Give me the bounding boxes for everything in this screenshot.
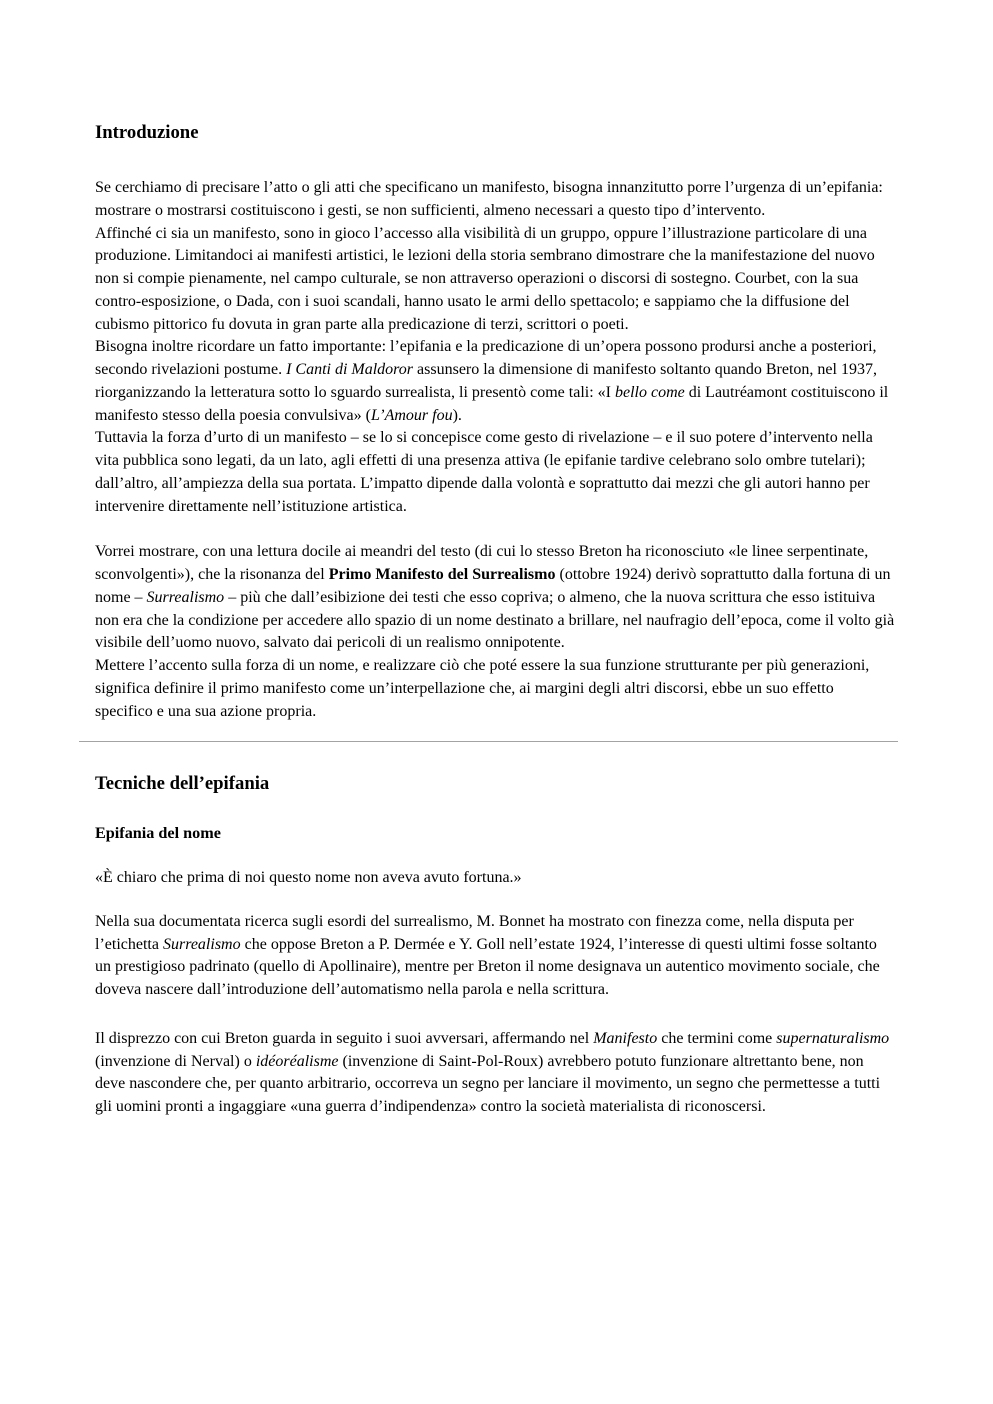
intro-paragraph-5: Vorrei mostrare, con una lettura docile ai meandri del testo (di cui lo stesso Breton ha riconosciuto «le linee serpentinate, sconvolgenti»), che la risonanza del Primo Manifesto del Surrealismo (ottobre 1924) derivò soprattutto dalla fortuna di un nome – Surrealismo – più che dall’esibizione dei testi che esso copriva; o almeno, che la nuova scrittura che esso istituiva non era che la condizione per accedere allo spazio di un nome destinato a brillare, nel naufragio dell’epoca, come il volto già visibile dell’uomo nuovo, salvato dai pericoli di un realismo onnipotente. (95, 543, 895, 652)
tecniche-paragraph-1: Nella sua documentata ricerca sugli esordi del surrealismo, M. Bonnet ha mostrato con finezza come, nella disputa per l’etichetta Surrealismo che oppose Breton a P. Dermée e Y. Goll nell’estate 1924, l’interesse di questi ultimi fosse soltanto un prestigioso padrinato (quello di Apollinaire), mentre per Breton il nome designava un autentico movimento sociale, che doveva nascere dall’introduzione dell’automatismo nella parola e nella scrittura. (95, 912, 880, 998)
epigraph-quote: «È chiaro che prima di noi questo nome non aveva avuto fortuna.» (95, 869, 522, 886)
epifania-del-nome-subheading: Epifania del nome (95, 824, 221, 843)
tecniche-paragraph-2: Il disprezzo con cui Breton guarda in seguito i suoi avversari, affermando nel Manifesto che termini come supernaturalismo (invenzione di Nerval) o idéoréalisme (invenzione di Saint-Pol-Roux) avrebbero potuto funzionare altrettanto bene, non deve nascondere che, per quanto arbitrario, occorreva un segno per lanciare il movimento, un segno che permettesse a tutti gli uomini pronti a ingaggiare «una guerra d’indipendenza» contro la società materialista di riconoscersi. (95, 1029, 890, 1115)
intro-paragraph-2: Affinché ci sia un manifesto, sono in gioco l’accesso alla visibilità di un gruppo, oppure l’illustrazione particolare di una produzione. Limitandoci ai manifesti artistici, le lezioni della storia sembrano dimostrare che la manifestazione del nuovo non si compie pienamente, nel campo culturale, se non attraverso operazioni o discorsi di sostegno. Courbet, con la sua contro-esposizione, o Dada, con i suoi scandali, hanno usato le armi dello spettacolo; e sappiamo che la diffusione del cubismo pittorico fu dovuta in gran parte alla predicazione di terzi, scrittori o poeti. (95, 224, 875, 333)
section-divider (79, 741, 898, 742)
tecniche-heading: Tecniche dell’epifania (95, 773, 270, 795)
intro-paragraph-3: Bisogna inoltre ricordare un fatto importante: l’epifania e la predicazione di un’opera possono prodursi anche a posteriori, secondo rivelazioni postume. I Canti di Maldoror assunsero la dimensione di manifesto soltanto quando Breton, nel 1937, riorganizzando la letteratura sotto lo sguardo surrealista, li presentò come tali: «I bello come di Lautréamont costituiscono il manifesto stesso della poesia convulsiva» (L’Amour fou). (95, 338, 889, 424)
intro-paragraph-1: Se cerchiamo di precisare l’atto o gli atti che specificano un manifesto, bisogna innanzitutto porre l’urgenza di un’epifania: mostrare o mostrarsi costituiscono i gesti, se non sufficienti, almeno necessari a questo tipo d’intervento. (95, 179, 883, 219)
intro-paragraph-4: Tuttavia la forza d’urto di un manifesto – se lo si concepisce come gesto di rivelazione – e il suo potere d’intervento nella vita pubblica sono legati, da un lato, agli effetti di una presenza attiva (le epifanie tardive celebrano solo ombre tutelari); dall’altro, all’ampiezza della sua portata. L’impatto dipende dalla volontà e soprattutto dai mezzi che gli autori hanno per intervenire direttamente nell’istituzione artistica. (95, 429, 873, 515)
intro-heading: Introduzione (95, 122, 199, 143)
intro-paragraph-6: Mettere l’accento sulla forza di un nome, e realizzare ciò che poté essere la sua funzione strutturante per più generazioni, significa definire il primo manifesto come un’interpellazione che, ai margini degli altri discorsi, ebbe un suo effetto specifico e una sua azione propria. (95, 657, 870, 720)
